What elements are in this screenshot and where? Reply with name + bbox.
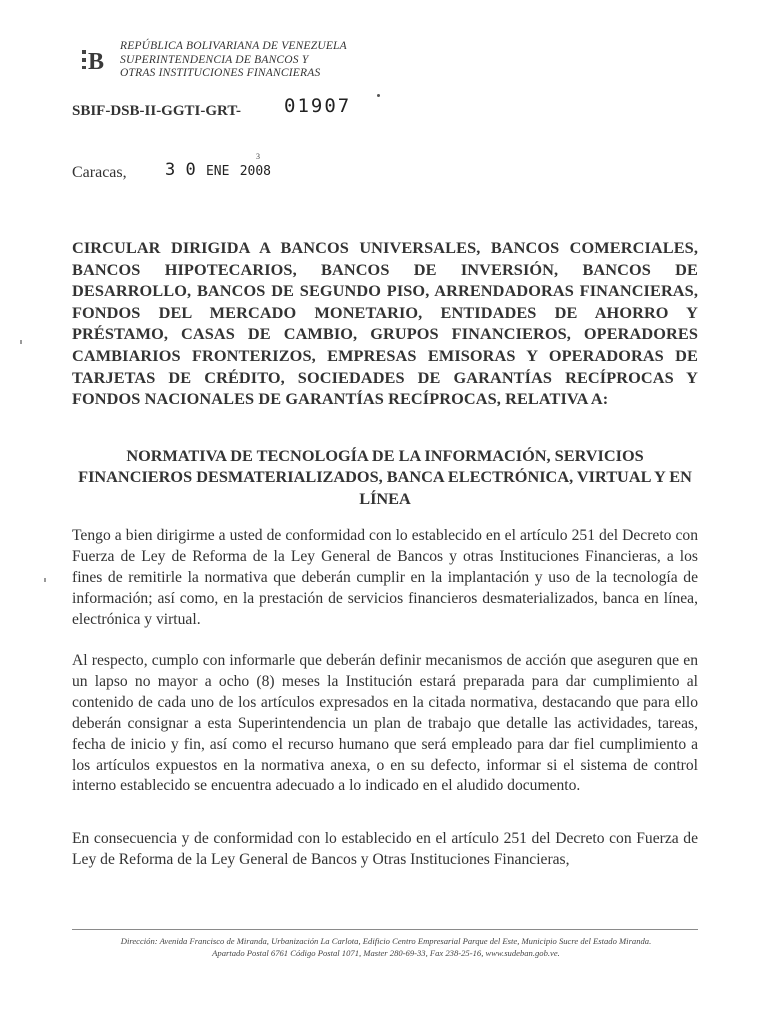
date-year: 2008	[239, 164, 272, 179]
institution-logo-mark	[80, 44, 108, 74]
subject-heading: NORMATIVA DE TECNOLOGÍA DE LA INFORMACIÓN, SERVICIOS FINANCIEROS DESMATERIALIZADOS, BANCA ELECTRÓNICA, VIRTUAL Y EN LÍNEA	[78, 446, 692, 508]
footer-line: Apartado Postal 6761 Código Postal 1071, Master 280-69-33, Fax 238-25-16, www.sudeban.gob.ve.	[212, 948, 560, 958]
body-paragraph: Tengo a bien dirigirme a usted de conformidad con lo establecido en el artículo 251 del Decreto con Fuerza de Ley de Reforma de la Ley General de Bancos y otras Instituciones Financieras, a los fines de remitirle la normativa que deberán cumplir en la implantación y uso de la tecnología de información; así como, en la prestación de servicios financieros desmaterializados, banca en línea, electrónica y virtual.	[72, 527, 698, 628]
date-superscript: 3	[256, 152, 260, 161]
scan-speck	[44, 578, 46, 582]
scan-speck	[20, 340, 22, 344]
ink-dot	[377, 94, 380, 97]
footer-address	[66, 935, 706, 959]
city-label: Caracas,	[72, 164, 127, 181]
body-paragraph: Al respecto, cumplo con informarle que deberán definir mecanismos de acción que aseguren que en un lapso no mayor a ocho (8) meses la Institución estará preparada para dar cumplimiento al contenido de cada uno de los artículos expresados en la citada normativa, destacando que para ello deberán consignar a esta Superintendencia un plan de trabajo que detalle las actividades, tareas, fecha de inicio y fin, así como el recurso humano que será empleado para dar fiel cumplimiento a los artículos expuestos en la normativa anexa, o en su defecto, informar si el sistema de control interno establecido se encuentra adecuado a lo indicado en el aludido documento.	[72, 652, 698, 795]
date-month: ENE	[205, 164, 230, 179]
agency-line: OTRAS INSTITUCIONES FINANCIERAS	[120, 67, 321, 79]
date-stamp	[165, 160, 271, 180]
date-day: 3 0	[165, 160, 196, 180]
agency-line: REPÚBLICA BOLIVARIANA DE VENEZUELA	[120, 40, 347, 52]
footer-divider	[72, 929, 698, 930]
reference-number: 01907	[284, 95, 352, 117]
institution-logo	[80, 44, 108, 74]
svg-text:B: B	[88, 49, 105, 74]
footer-line: Dirección: Avenida Francisco de Miranda, Urbanización La Carlota, Edificio Centro Empresarial Parque del Este, Municipio Sucre del Estado Miranda.	[120, 936, 652, 946]
agency-name	[120, 40, 347, 81]
addressee-block: CIRCULAR DIRIGIDA A BANCOS UNIVERSALES, BANCOS COMERCIALES, BANCOS HIPOTECARIOS, BANCOS DE INVERSIÓN, BANCOS DE DESARROLLO, BANCOS DE SEGUNDO PISO, ARRENDADORAS FINANCIERAS, FONDOS DEL MERCADO MONETARIO, ENTIDADES DE AHORRO Y PRÉSTAMO, CASAS DE CAMBIO, GRUPOS FINANCIEROS, OPERADORES CAMBIARIOS FRONTERIZOS, EMPRESAS EMISORAS Y OPERADORAS DE TARJETAS DE CRÉDITO, SOCIEDADES DE GARANTÍAS RECÍPROCAS Y FONDOS NACIONALES DE GARANTÍAS RECÍPROCAS, RELATIVA A:	[72, 238, 698, 409]
agency-line: SUPERINTENDENCIA DE BANCOS Y	[120, 53, 309, 66]
reference-code: SBIF-DSB-II-GGTI-GRT-	[72, 103, 241, 119]
body-paragraph: En consecuencia y de conformidad con lo establecido en el artículo 251 del Decreto con Fuerza de Ley de Reforma de la Ley General de Bancos y Otras Instituciones Financieras,	[72, 830, 698, 868]
